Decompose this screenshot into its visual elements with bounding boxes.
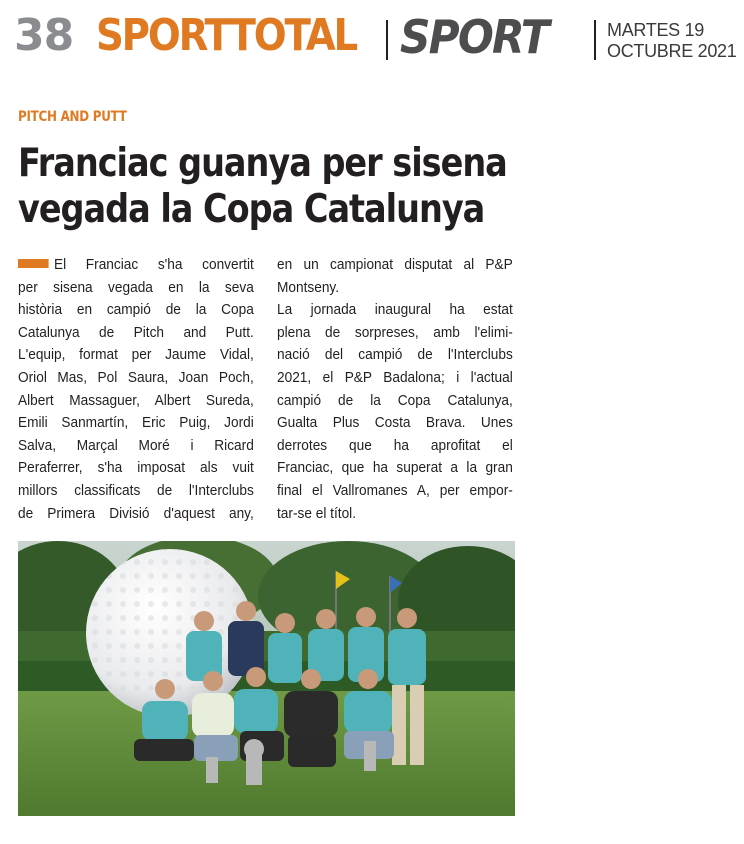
body-line: història en campió de la Copa (18, 301, 254, 319)
issue-date (607, 20, 736, 62)
body-line: La jornada inaugural ha estat (277, 301, 513, 319)
body-line: Oriol Mas, Pol Saura, Joan Poch, (18, 368, 254, 386)
body-line: El Franciac s'ha convertit (18, 254, 254, 277)
article-column-2 (277, 254, 513, 525)
body-line: 2021, el P&P Badalona; i l'actual (277, 368, 513, 386)
body-line: millors classificats de l'Interclubs (18, 481, 254, 499)
headline-line-1: Franciac guanya per sisena (18, 141, 507, 186)
body-line: Albert Massaguer, Albert Sureda, (18, 391, 254, 409)
body-line: tar-se el títol. (277, 504, 357, 522)
body-line: Peraferrer, s'ha imposat als vuit (18, 459, 254, 477)
body-line: Franciac, que ha superat a la gran (277, 459, 513, 477)
body-line: plena de sorpreses, amb l'elimi- (277, 323, 513, 341)
masthead-divider-2 (594, 20, 596, 60)
issue-date-day: MARTES 19 (607, 20, 705, 40)
article-column-1 (18, 254, 254, 525)
body-line: nació del campió de l'Interclubs (277, 346, 513, 364)
body-line: Gualta Plus Costa Brava. Unes (277, 414, 513, 432)
body-line: en un campionat disputat al P&P (277, 256, 513, 273)
team-photo (18, 541, 515, 816)
brand-logo: SPORT (400, 10, 548, 64)
body-line: final el Vallromanes A, per empor- (277, 481, 513, 499)
body-line: per sisena vegada en la seva (18, 278, 254, 296)
body-line: Emili Sanmartín, Eric Puig, Jordi (18, 414, 254, 432)
article-headline (18, 141, 620, 233)
body-line: Montseny. (277, 278, 340, 296)
body-line: Catalunya de Pitch and Putt. (18, 323, 254, 341)
body-line: de Primera Divisió d'aquest any, (18, 504, 254, 522)
lead-marker (18, 259, 49, 268)
body-line: derrotes que ha aprofitat el (277, 436, 513, 454)
issue-date-month: OCTUBRE 2021 (607, 41, 737, 61)
masthead-divider (386, 20, 388, 60)
body-line: Salva, Marçal Moré i Ricard (18, 436, 254, 454)
page-number: 38 (14, 10, 74, 61)
section-title: SPORTTOTAL (96, 10, 356, 61)
headline-line-2: vegada la Copa Catalunya (18, 187, 485, 232)
body-line: campió de la Copa Catalunya, (277, 391, 513, 409)
article-kicker: PITCH AND PUTT (18, 109, 127, 125)
team-photo-illustration (18, 541, 515, 816)
masthead (0, 0, 744, 80)
body-line: L'equip, format per Jaume Vidal, (18, 346, 254, 364)
